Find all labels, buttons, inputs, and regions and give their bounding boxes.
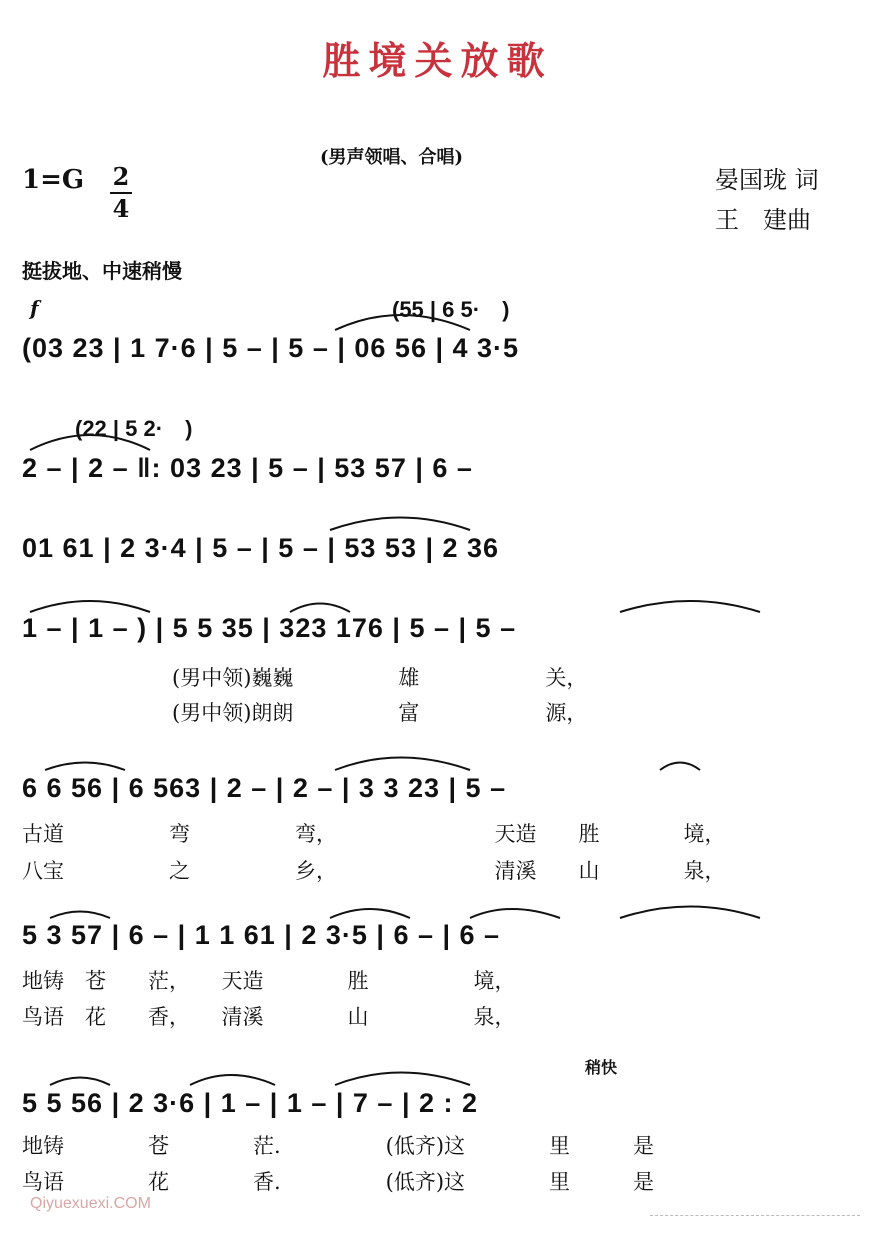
time-signature — [108, 162, 134, 224]
faster-annotation: 稍快 — [585, 1058, 618, 1077]
lyricist-credit: 晏国珑 词 — [715, 166, 819, 194]
time-signature-top: 2 — [112, 162, 130, 191]
key-signature: 1=G — [22, 165, 85, 195]
subtitle: (男声领唱、合唱) — [320, 147, 464, 168]
tempo-marking: 挺拔地、中速稍慢 — [22, 259, 182, 283]
score-line-5: 6 6 56 | 6 563 | 2 – | 2 – | 3 3 23 | 5 – — [22, 773, 507, 803]
page-title: 胜境关放歌 — [322, 38, 553, 83]
score-line-4: 1 – | 1 – ) | 5 5 35 | 323 176 | 5 – | 5 – — [22, 613, 517, 643]
time-signature-bottom: 4 — [112, 194, 130, 223]
lyric-line4-verse1: (男中领)巍巍 雄 关， — [172, 666, 588, 690]
lyric-line6-verse1: 地铸 苍 茫， 天造 胜 境， — [22, 969, 516, 993]
lyric-line7-verse1: 地铸 苍 茫. (低齐)这 里 是 — [22, 1134, 655, 1158]
score-line-6: 5 3 57 | 6 – | 1 1 61 | 2 3·5 | 6 – | 6 – — [22, 920, 501, 950]
score-line-3: 01 61 | 2 3·4 | 5 – | 5 – | 53 53 | 2 36 — [22, 533, 500, 563]
cue-notes-line1: (55 | 6 5· ) — [392, 297, 510, 322]
footer-divider — [650, 1215, 860, 1216]
lyric-line4-verse2: (男中领)朗朗 富 源， — [172, 701, 588, 725]
watermark: Qiyuexuexi.COM — [30, 1195, 151, 1212]
lyric-line5-verse1: 古道 弯 弯， 天造 胜 境， — [22, 822, 726, 846]
composer-credit: 王 建曲 — [715, 206, 811, 234]
lyric-line7-verse2: 鸟语 花 香. (低齐)这 里 是 — [22, 1170, 655, 1194]
dynamic-marking: f — [30, 296, 39, 320]
score-line-1: (03 23 | 1 7·6 | 5 – | 5 – | 06 56 | 4 3·5 — [22, 333, 520, 363]
cue-notes-line2: (22 | 5 2· ) — [75, 416, 193, 441]
lyric-line5-verse2: 八宝 之 乡， 清溪 山 泉， — [22, 859, 726, 883]
score-line-2: 2 – | 2 – ‖: 03 23 | 5 – | 53 57 | 6 – — [22, 453, 473, 483]
score-line-7: 5 5 56 | 2 3·6 | 1 – | 1 – | 7 – | 2 : 2 — [22, 1088, 479, 1118]
lyric-line6-verse2: 鸟语 花 香， 清溪 山 泉， — [22, 1005, 516, 1029]
